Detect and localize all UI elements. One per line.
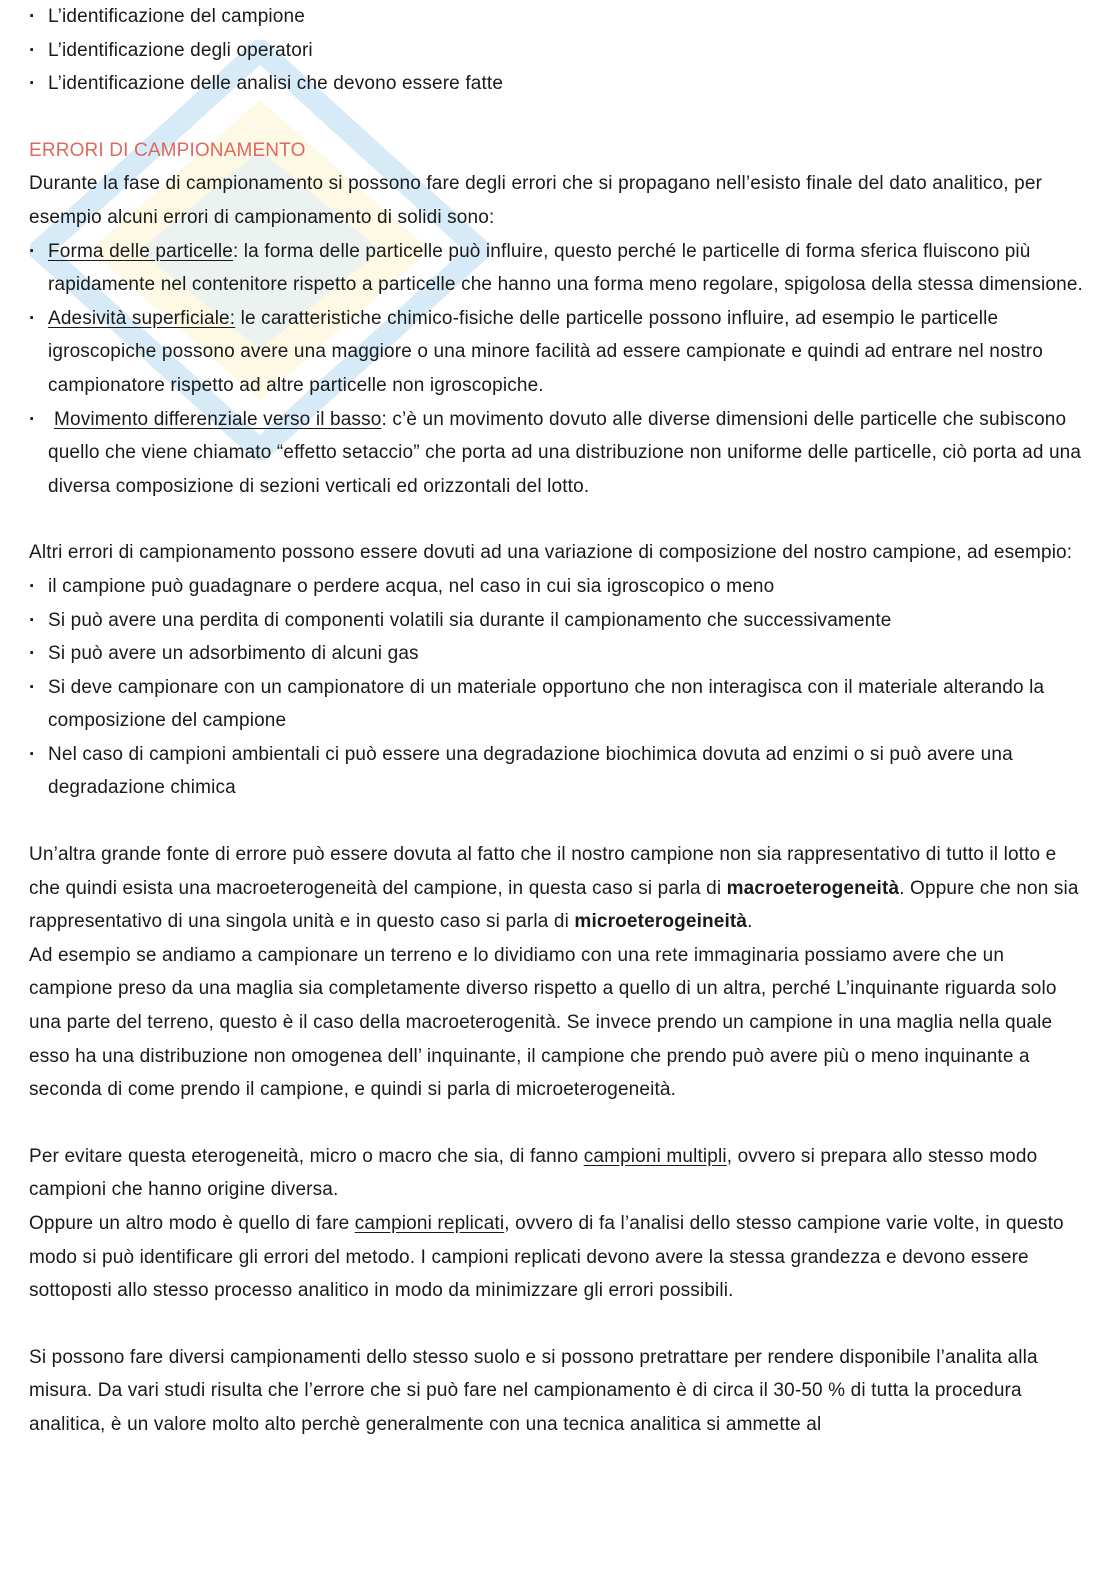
text-run: . Oppure che non sia rappresentativo di una singola unità e in questo caso si parla di: [29, 877, 1079, 933]
final-paragraph: Si possono fare diversi campionamenti dello stesso suolo e si possono pretrattare per rendere disponibile l’analita alla misura. Da vari studi risulta che l’errore che si può fare nel campionamento è di circa il 30-50 % di tutta la procedura analitica, è un valore molto alto perchè generalmente con una tecnica analitica si ammette al: [29, 1346, 1038, 1435]
term-underlined: Movimento differenziale verso il basso: [54, 408, 382, 430]
list-item: · Si deve campionare con un campionatore di un materiale opportuno che non interagisca con il materiale alterando la composizione del campione: [29, 671, 1087, 738]
list-item: · Si può avere una perdita di componenti volatili sia durante il campionamento che successivamente: [29, 604, 1087, 638]
bold-term: macroeterogeneità: [726, 877, 900, 899]
bold-term: microeterogeineità: [574, 911, 748, 933]
list-item: · L’identificazione delle analisi che devono essere fatte: [29, 67, 1087, 101]
list-item: · Si può avere un adsorbimento di alcuni gas: [29, 637, 1087, 671]
term-separator: :: [381, 408, 387, 430]
list-item: [29, 235, 1087, 302]
list-item: · Nel caso di campioni ambientali ci può essere una degradazione biochimica dovuta ad enzimi o si può avere una degradazione chimica: [29, 738, 1087, 805]
term-description: c’è un movimento dovuto alle diverse dimensioni delle particelle che subiscono quello che viene chiamato “effetto setaccio” che porta ad una distribuzione non uniforme delle particelle, ciò porta ad una diversa composizione di sezioni verticali ed orizzontali del lotto.: [48, 408, 1082, 497]
replicate-samples-paragraph: [29, 1207, 1087, 1308]
underlined-term: campioni replicati: [354, 1213, 505, 1234]
term-underlined: Forma delle particelle: [48, 240, 233, 262]
term-description: la forma delle particelle può influire, questo perché le particelle di forma sferica fluiscono più rapidamente nel contenitore rispetto a particelle che hanno una forma meno regolare, spigolosa della stessa dimensione.: [48, 240, 1083, 296]
solid-errors-list: [29, 235, 1087, 504]
text-run: Oppure un altro modo è quello di fare: [29, 1213, 355, 1234]
term-underlined: Adesività superficiale:: [48, 307, 236, 329]
intro-bullet-list: [29, 0, 1087, 101]
document-page: [29, 0, 1087, 1442]
list-item: · L’identificazione del campione: [29, 0, 1087, 34]
term-description: le caratteristiche chimico-fisiche delle particelle possono influire, ad esempio le particelle igroscopiche possono avere una maggiore o una minore facilità ad essere campionate e quindi ad entrare nel nostro campionatore rispetto ad altre particelle non igroscopiche.: [48, 307, 1043, 396]
heterogeneity-example-paragraph: Ad esempio se andiamo a campionare un terreno e lo dividiamo con una rete immaginaria possiamo avere che un campione preso da una maglia sia completamente diverso rispetto a quello di un altra, perché L’inquinante riguarda solo una parte del terreno, questo è il caso della macroeterogenità. Se invece prendo un campione in una maglia nella quale esso ha una distribuzione non omogenea dell’ inquinante, il campione che prendo può avere più o meno inquinante a seconda di come prendo il campione, e quindi si parla di microeterogeneità.: [29, 944, 1057, 1101]
text-run: , ovvero di fa l’analisi dello stesso campione varie volte, in questo modo si può identificare gli errori del metodo. I campioni replicati devono avere la stessa grandezza e devono essere sottoposti allo stesso processo analitico in modo da minimizzare gli errori possibili.: [29, 1213, 1064, 1302]
section-heading: ERRORI DI CAMPIONAMENTO: [29, 139, 306, 161]
term-separator: :: [232, 240, 239, 262]
list-item: · il campione può guadagnare o perdere acqua, nel caso in cui sia igroscopico o meno: [29, 570, 1087, 604]
list-item: [29, 403, 1087, 504]
other-errors-list: [29, 570, 1087, 805]
section-intro: Durante la fase di campionamento si possono fare degli errori che si propagano nell’esisto finale del dato analitico, per esempio alcuni errori di campionamento di solidi sono:: [29, 173, 1043, 228]
text-run: .: [747, 911, 753, 933]
text-run: , ovvero si prepara allo stesso modo campioni che hanno origine diversa.: [29, 1145, 1038, 1201]
list-item: · L’identificazione degli operatori: [29, 34, 1087, 68]
multiple-samples-paragraph: [29, 1140, 1087, 1207]
other-errors-intro: Altri errori di campionamento possono essere dovuti ad una variazione di composizione del nostro campione, ad esempio:: [29, 542, 1073, 564]
heterogeneity-paragraph: [29, 838, 1087, 939]
text-run: Un’altra grande fonte di errore può essere dovuta al fatto che il nostro campione non sia rappresentativo di tutto il lotto e che quindi esista una macroeterogeneità del campione, in questa caso si parla di: [29, 844, 1057, 899]
text-run: Per evitare questa eterogeneità, micro o macro che sia, di fanno: [29, 1145, 584, 1167]
underlined-term: campioni multipli: [583, 1145, 727, 1167]
list-item: [29, 302, 1087, 403]
